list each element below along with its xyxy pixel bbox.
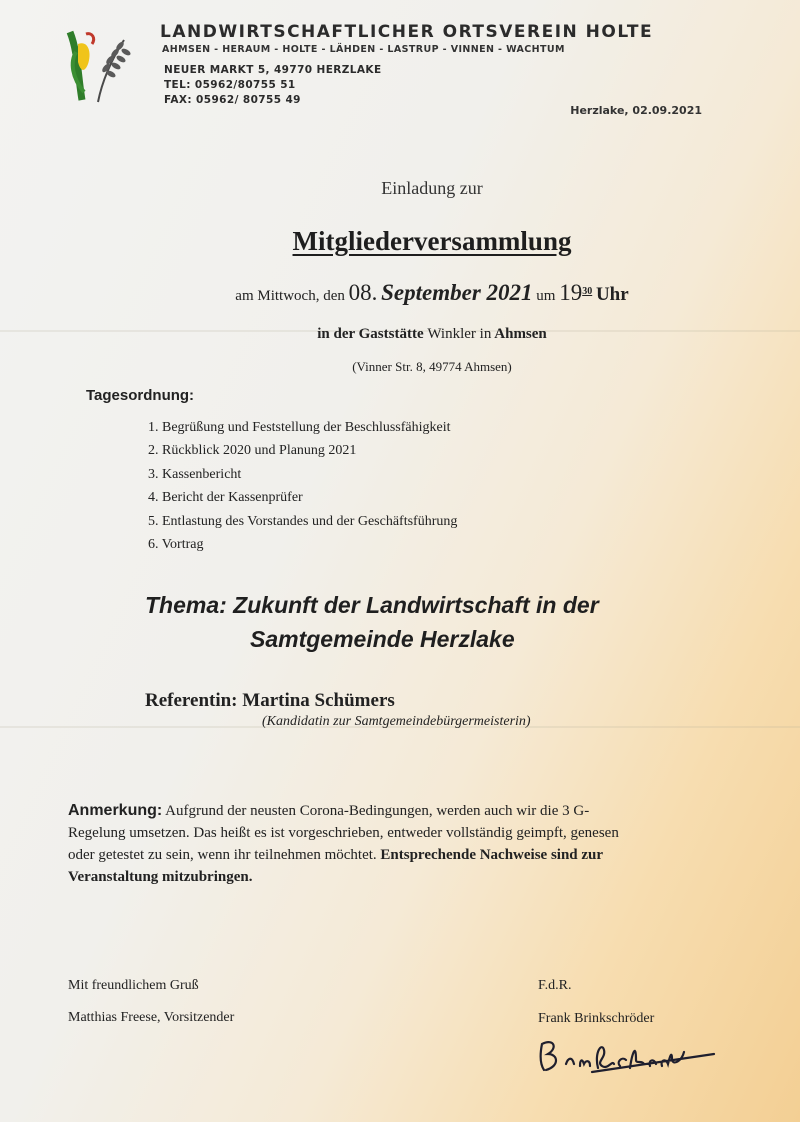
meeting-datetime — [0, 280, 800, 306]
when-hour: 19 — [559, 280, 583, 305]
note-line2: Regelung umsetzen. Das heißt es ist vorgeschrieben, entweder vollständig geimpft, genesen — [68, 825, 619, 841]
agenda-heading: Tagesordnung: — [86, 387, 195, 404]
org-address: NEUER MARKT 5, 49770 HERZLAKE — [164, 64, 382, 76]
venue-name: Winkler in — [427, 326, 492, 342]
venue-place: Ahmsen — [494, 326, 547, 342]
note-line3: oder getestet zu sein, wenn ihr teilnehmen möchtet. — [68, 847, 377, 863]
agenda-item: 6. Vortrag — [148, 536, 204, 552]
when-minutes: 30 — [582, 286, 593, 297]
invitation-intro: Einladung zur — [381, 178, 483, 198]
letter-date: Herzlake, 02.09.2021 — [570, 104, 702, 117]
venue-prefix: in der Gaststätte — [317, 326, 424, 342]
agenda-item: 2. Rückblick 2020 und Planung 2021 — [148, 443, 357, 459]
agenda-item: 3. Kassenbericht — [148, 466, 242, 482]
agenda-list — [148, 416, 457, 556]
org-places: AHMSEN - HERAUM - HOLTE - LÄHDEN - LASTRUP - VINNEN - WACHTUM — [162, 44, 565, 55]
agenda-item: 4. Bericht der Kassenprüfer — [148, 490, 303, 506]
when-uhr: Uhr — [595, 284, 629, 305]
note-line3-bold: Entsprechende Nachweise sind zur — [376, 847, 604, 863]
talk-topic-line1: Thema: Zukunft der Landwirtschaft in der — [145, 592, 599, 618]
org-phone: TEL: 05962/80755 51 — [164, 79, 296, 91]
note-label: Anmerkung: — [68, 802, 163, 819]
when-month-year: September 2021 — [381, 280, 533, 305]
when-day: 08. — [348, 280, 378, 305]
note-line4-bold: Veranstaltung mitzubringen. — [68, 869, 253, 885]
closing-greeting: Mit freundlichem Gruß — [68, 978, 199, 993]
corn-and-wheat-logo — [58, 22, 138, 104]
agenda-item: 1. Begrüßung und Feststellung der Beschlussfähigkeit — [148, 420, 451, 435]
speaker-role: (Kandidatin zur Samtgemeindebürgermeisterin) — [262, 714, 531, 729]
meeting-venue — [0, 326, 800, 343]
covid-note — [68, 800, 728, 888]
org-name: LANDWIRTSCHAFTLICHER ORTSVEREIN HOLTE — [160, 22, 654, 42]
chairman-name: Matthias Freese, Vorsitzender — [68, 1010, 235, 1025]
venue-address: (Vinner Str. 8, 49774 Ahmsen) — [352, 359, 512, 374]
when-pre: am Mittwoch, den — [235, 288, 345, 304]
fdr-label: F.d.R. — [538, 978, 572, 993]
agenda-item: 5. Entlastung des Vorstandes und der Geschäftsführung — [148, 513, 458, 529]
handwritten-signature — [532, 1030, 722, 1076]
speaker-name: Referentin: Martina Schümers — [145, 690, 395, 711]
when-um: um — [536, 288, 556, 304]
signer-name: Frank Brinkschröder — [538, 1011, 655, 1026]
note-line1: Aufgrund der neusten Corona-Bedingungen, werden auch wir die 3 G- — [162, 803, 590, 819]
talk-topic-line2: Samtgemeinde Herzlake — [250, 626, 515, 652]
org-fax: FAX: 05962/ 80755 49 — [164, 94, 301, 106]
invitation-title: Mitgliederversammlung — [292, 226, 572, 256]
